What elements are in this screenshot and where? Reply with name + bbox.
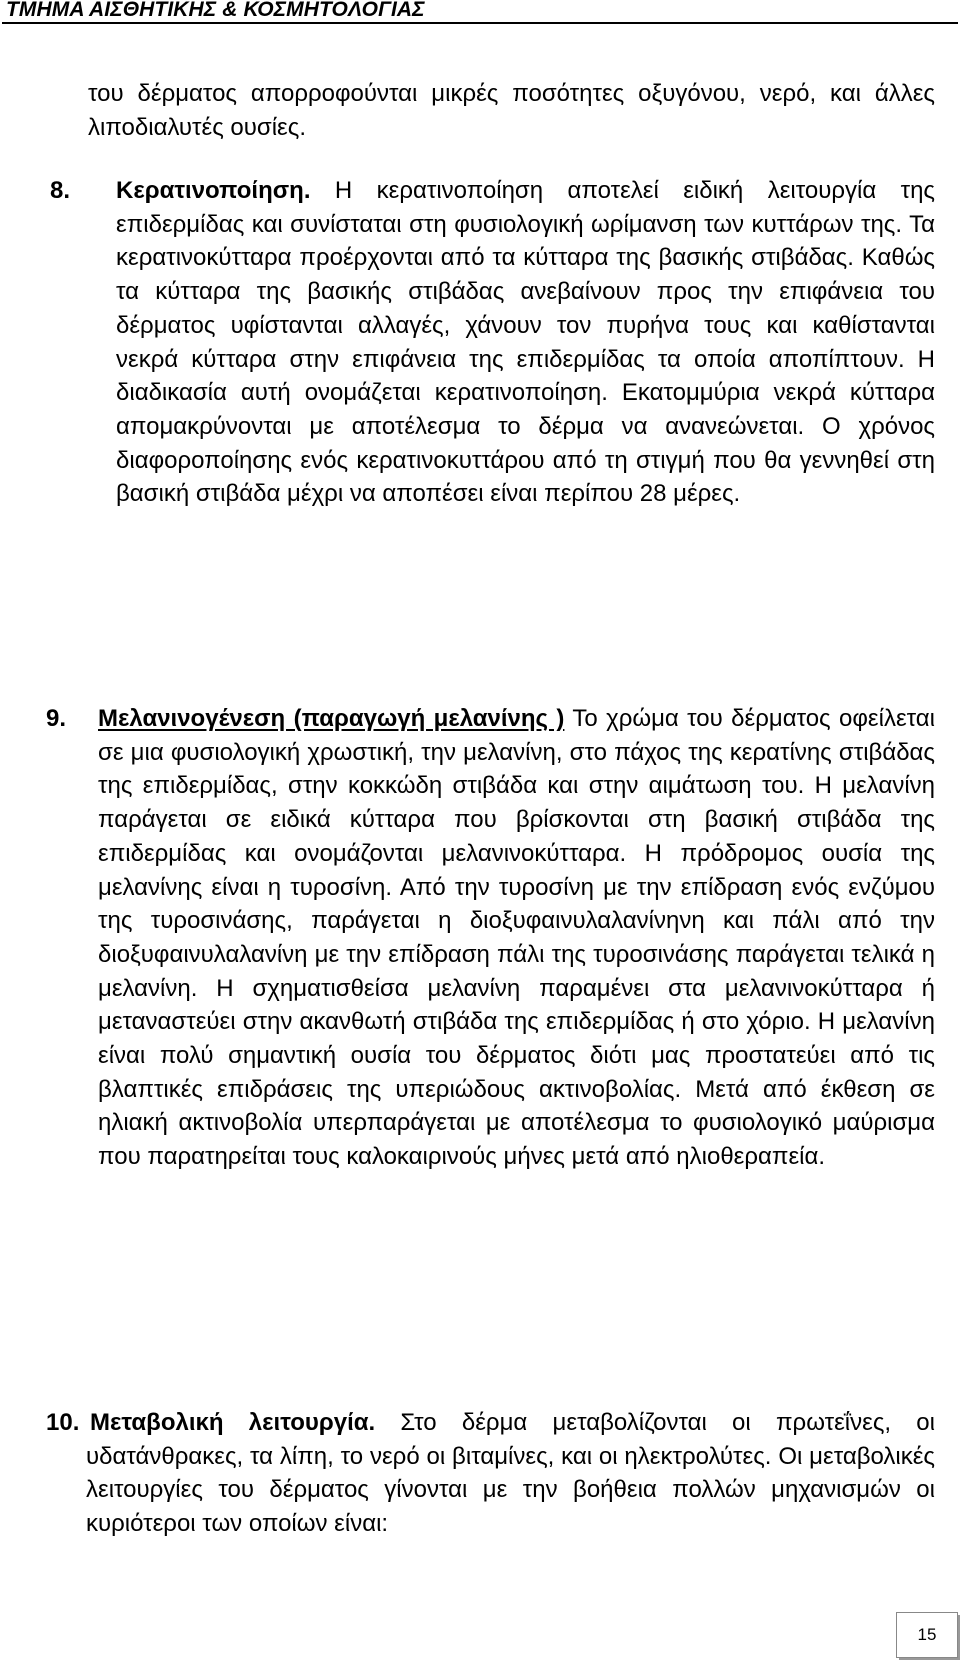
section-9-number: 9.: [46, 705, 67, 732]
section-10-heading: Μεταβολική λειτουργία.: [90, 1409, 376, 1436]
section-10-paragraph: [86, 1406, 935, 1541]
header-title: ΤΜΗΜΑ ΑΙΣΘΗΤΙΚΗΣ & ΚΟΣΜΗΤΟΛΟΓΙΑΣ: [6, 0, 425, 21]
page-number-box: [896, 1612, 958, 1658]
section-10-body: Στο δέρμα μεταβολίζονται οι πρωτεΐνες, οι υδατάνθρακες, τα λίπη, το νερό οι βιταμίνες, και οι ηλεκτρολύτες. Οι μεταβολικές λειτουργίες του δέρματος γίνονται με την βοήθεια πολλών μηχανισμών οι κυριότεροι των οποίων είναι:: [86, 1409, 935, 1538]
page-number: 15: [917, 1625, 937, 1644]
section-9-heading: Μελανινογένεση (παραγωγή μελανίνης ): [98, 705, 565, 732]
section-9-paragraph: [98, 702, 935, 1174]
section-8-paragraph: [116, 174, 935, 511]
section-10-number: 10.: [46, 1409, 80, 1436]
page-header: [2, 0, 958, 24]
section-8-heading: Κερατινοποίηση.: [116, 177, 311, 204]
section-8-number: 8.: [50, 177, 71, 204]
intro-paragraph: του δέρματος απορροφούνται μικρές ποσότητες οξυγόνου, νερό, και άλλες λιποδιαλυτές ουσίες.: [88, 80, 935, 141]
section-8-body: Η κερατινοποίηση αποτελεί ειδική λειτουργία της επιδερμίδας και συνίσταται στη φυσιολογική ωρίμανση των κυττάρων της. Τα κερατινοκύτταρα προέρχονται από τα κύτταρα της βασικής στιβάδας. Καθώς τα κύτταρα της βασικής στιβάδας ανεβαίνουν προς την επιφάνεια του δέρματος υφίστανται αλλαγές, χάνουν τον πυρήνα τους και καθίστανται νεκρά κύτταρα στην επιφάνεια της επιδερμίδας τα οποία αποπίπτουν. Η διαδικασία αυτή ονομάζεται κερατινοποίηση. Εκατομμύρια νεκρά κύτταρα απομακρύνονται με αποτέλεσμα το δέρμα να ανανεώνεται. Ο χρόνος διαφοροποίησης ενός κερατινοκυττάρου από τη στιγμή που θα γεννηθεί στη βασική στιβάδα μέχρι να αποπέσει είναι περίπου 28 μέρες.: [116, 177, 935, 508]
section-9-body: Το χρώμα του δέρματος οφείλεται σε μια φυσιολογική χρωστική, την μελανίνη, στο πάχος της κερατίνης στιβάδας της επιδερμίδας, στην κοκκώδη στιβάδα και στην αιμάτωση του. Η μελανίνη παράγεται σε ειδικά κύτταρα που βρίσκονται στη βασική στιβάδα της επιδερμίδας και ονομάζονται μελανινοκύτταρα. Η πρόδρομος ουσία της μελανίνης είναι η τυροσίνη. Από την τυροσίνη με την επίδραση ενός ενζύμου της τυροσινάσης, παράγεται η διοξυφαινυλαλανίνηνη και πάλι από την διοξυφαινυλαλανίνη με την επίδραση πάλι της τυροσινάσης παράγεται τελικά η μελανίνη. Η σχηματισθείσα μελανίνη παραμένει στα μελανινοκύτταρα ή μεταναστεύει στην ακανθωτή στιβάδα της επιδερμίδας ή στο χόριο. Η μελανίνη είναι πολύ σημαντική ουσία του δέρματος διότι μας προστατεύει από τις βλαπτικές επιδράσεις της υπεριώδους ακτινοβολίας. Μετά από έκθεση σε ηλιακή ακτινοβολία υπερπαράγεται με αποτέλεσμα το φυσιολογικό μαύρισμα που παρατηρείται τους καλοκαιρινούς μήνες μετά από ηλιοθεραπεία.: [98, 705, 935, 1171]
